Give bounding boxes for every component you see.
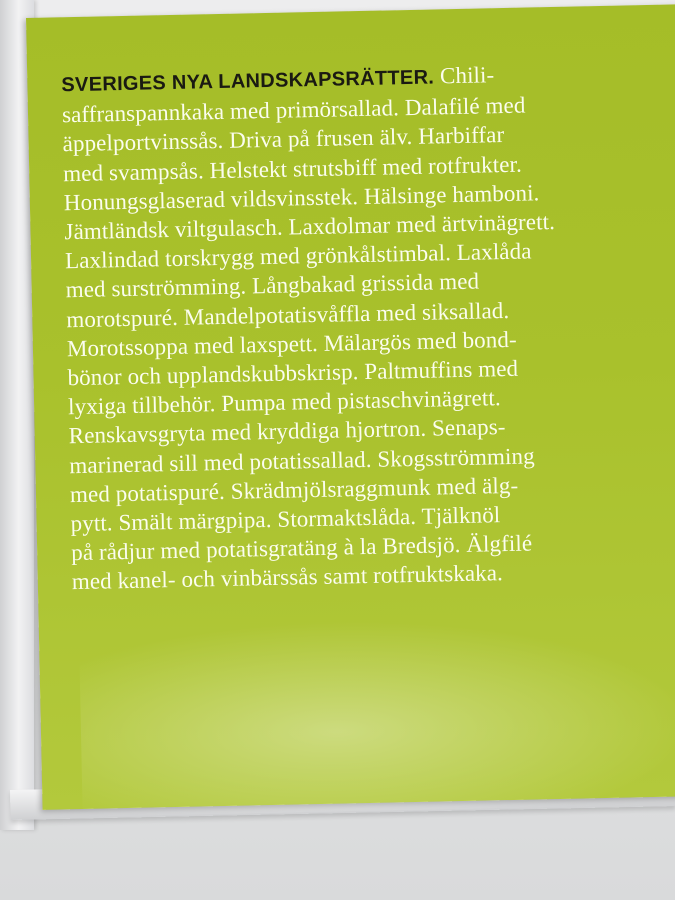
- text-line: Honungsglaserad vildsvinsstek. Hälsinge hamboni.: [63, 180, 540, 216]
- text-line: med surströmming. Långbakad grissida med: [65, 268, 480, 303]
- text-line: Jämtländsk viltgulasch. Laxdolmar med ärtvinägrett.: [64, 208, 556, 245]
- text-line: pytt. Smält märgpipa. Stormaktslåda. Tjälknöl: [70, 502, 501, 537]
- book-page: [26, 4, 675, 810]
- text-line: äppelportvinssås. Driva på frusen älv. Harbiffar: [62, 122, 505, 157]
- text-line: på rådjur med potatisgratäng à la Bredsjö. Älgfilé: [70, 530, 533, 566]
- light-glare: [79, 604, 675, 817]
- recipe-list-text: [61, 56, 675, 597]
- text-line-1-tail: Chili-: [433, 62, 495, 89]
- text-line: med svampsås. Helstekt strutsbiff med rotfrukter.: [63, 151, 523, 186]
- text-line: med kanel- och vinbärssås samt rotfruktskaka.: [71, 560, 504, 595]
- text-line: med potatispuré. Skrädmjölsraggmunk med älg-: [69, 472, 519, 508]
- text-line: morotspuré. Mandelpotatisvåffla med siksallad.: [66, 297, 510, 332]
- text-line: Laxlindad torskrygg med grönkålstimbal. Laxlåda: [64, 238, 532, 274]
- text-line: bönor och upplandskubbskrisp. Paltmuffins med: [67, 355, 519, 391]
- text-line: saffranspannkaka med primörsallad. Dalafilé med: [61, 92, 526, 128]
- text-line: Renskavsgryta med kryddiga hjortron. Senaps-: [68, 414, 506, 449]
- text-line: marinerad sill med potatissallad. Skogsströmming: [69, 443, 535, 478]
- text-line: lyxiga tillbehör. Pumpa med pistaschvinägrett.: [67, 385, 501, 420]
- section-heading: SVERIGES NYA LANDSKAPSRÄTTER.: [61, 66, 435, 97]
- text-line: Morotssoppa med laxspett. Mälargös med bond-: [66, 326, 517, 362]
